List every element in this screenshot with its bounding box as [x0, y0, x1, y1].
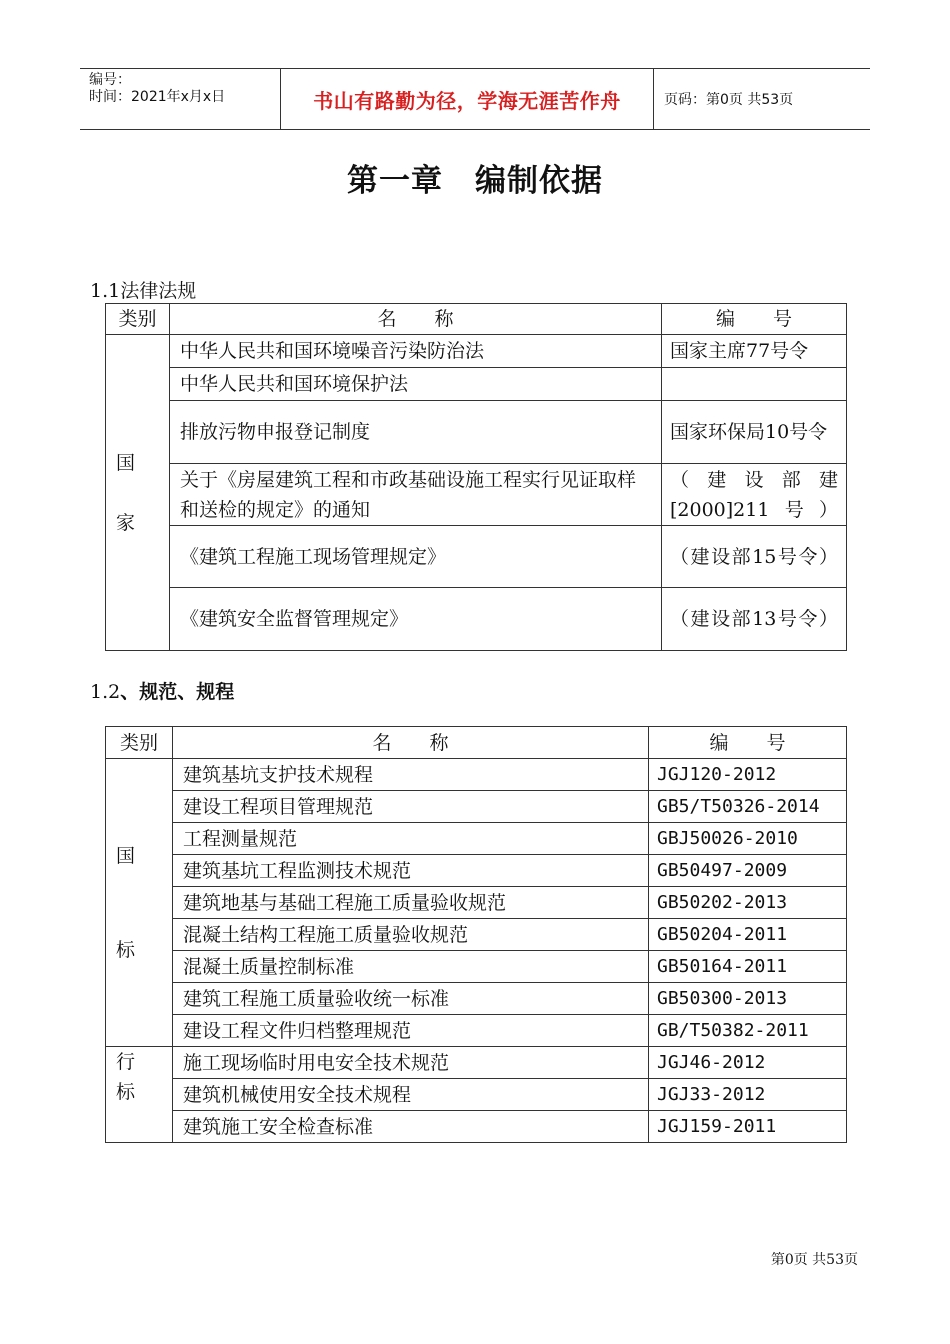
table-row	[106, 887, 847, 919]
table-row	[106, 823, 847, 855]
table-row	[106, 855, 847, 887]
category-char: 标	[116, 938, 136, 961]
category-char: 标	[116, 1081, 136, 1103]
category-char: 行	[116, 1051, 136, 1073]
category-char: 国	[116, 451, 136, 474]
header-motto: 书山有路勤为径，学海无涯苦作舟	[281, 69, 654, 129]
standard-code: GB50204-2011	[649, 919, 847, 951]
category-cell	[106, 335, 170, 651]
table-header-row	[106, 304, 847, 335]
table-row	[106, 464, 847, 526]
law-name: 排放污物申报登记制度	[170, 401, 662, 464]
table-row	[106, 1111, 847, 1143]
chapter-title: 第一章 编制依据	[347, 163, 603, 199]
table-row	[106, 368, 847, 401]
standard-code: GB5/T50326-2014	[649, 791, 847, 823]
law-code	[662, 368, 847, 401]
standard-name: 建筑施工安全检查标准	[173, 1111, 649, 1143]
category-cell	[106, 1047, 173, 1143]
law-name: 关于《房屋建筑工程和市政基础设施工程实行见证取样和送检的规定》的通知	[170, 464, 662, 526]
standard-name: 工程测量规范	[173, 823, 649, 855]
category-char: 国	[116, 844, 136, 867]
header-code: 编 号	[649, 727, 847, 759]
law-name: 中华人民共和国环境噪音污染防治法	[170, 335, 662, 368]
standard-name: 施工现场临时用电安全技术规范	[173, 1047, 649, 1079]
header-name: 名 称	[173, 727, 649, 759]
law-name: 《建筑工程施工现场管理规定》	[170, 526, 662, 588]
table-row	[106, 951, 847, 983]
header-page-info: 页码：第0页 共53页	[664, 92, 794, 108]
table-row	[106, 588, 847, 651]
standard-name: 建筑机械使用安全技术规程	[173, 1079, 649, 1111]
standard-code: GB50300-2013	[649, 983, 847, 1015]
table-row	[106, 401, 847, 464]
table-row	[106, 526, 847, 588]
document-time-label: 时间：2021年x月x日	[89, 89, 226, 105]
table-row	[106, 1047, 847, 1079]
section-2-heading: 、规范、规程	[120, 681, 235, 703]
law-name: 《建筑安全监督管理规定》	[170, 588, 662, 651]
table-row	[106, 983, 847, 1015]
header-name: 名 称	[170, 304, 662, 335]
law-code: （建设部13号令）	[662, 588, 847, 651]
standard-name: 建筑工程施工质量验收统一标准	[173, 983, 649, 1015]
table-row	[106, 919, 847, 951]
standard-code: GB50202-2013	[649, 887, 847, 919]
standard-name: 建设工程项目管理规范	[173, 791, 649, 823]
table-row	[106, 1079, 847, 1111]
standard-code: JGJ120-2012	[649, 759, 847, 791]
laws-table	[105, 303, 847, 651]
standard-code: JGJ33-2012	[649, 1079, 847, 1111]
standards-table	[105, 726, 847, 1143]
law-name: 中华人民共和国环境保护法	[170, 368, 662, 401]
law-code: 国家环保局10号令	[662, 401, 847, 464]
category-char: 家	[116, 511, 136, 534]
header-category: 类别	[106, 304, 170, 335]
section-2-number: 1.2	[90, 681, 121, 703]
document-number-label: 编号：	[89, 72, 131, 88]
standard-name: 建筑基坑工程监测技术规范	[173, 855, 649, 887]
law-code: （建设部15号令）	[662, 526, 847, 588]
standard-code: JGJ159-2011	[649, 1111, 847, 1143]
category-cell	[106, 759, 173, 1047]
table-header-row	[106, 727, 847, 759]
header-meta	[80, 69, 281, 129]
standard-name: 建筑地基与基础工程施工质量验收规范	[173, 887, 649, 919]
standard-name: 建筑基坑支护技术规程	[173, 759, 649, 791]
page-footer: 第0页 共53页	[770, 1252, 858, 1268]
standard-name: 混凝土结构工程施工质量验收规范	[173, 919, 649, 951]
standard-code: JGJ46-2012	[649, 1047, 847, 1079]
section-1-title: 1.1法律法规	[90, 280, 197, 302]
standard-code: GB/T50382-2011	[649, 1015, 847, 1047]
standard-code: GBJ50026-2010	[649, 823, 847, 855]
section-2-title	[90, 677, 234, 704]
standard-code: GB50164-2011	[649, 951, 847, 983]
standard-code: GB50497-2009	[649, 855, 847, 887]
table-row	[106, 1015, 847, 1047]
standard-name: 建设工程文件归档整理规范	[173, 1015, 649, 1047]
law-code: （建设部建[2000]211号）	[662, 464, 847, 526]
header-category: 类别	[106, 727, 173, 759]
table-row	[106, 791, 847, 823]
law-code: 国家主席77号令	[662, 335, 847, 368]
standard-name: 混凝土质量控制标准	[173, 951, 649, 983]
page-header	[80, 68, 870, 130]
table-row	[106, 759, 847, 791]
header-code: 编 号	[662, 304, 847, 335]
table-row	[106, 335, 847, 368]
